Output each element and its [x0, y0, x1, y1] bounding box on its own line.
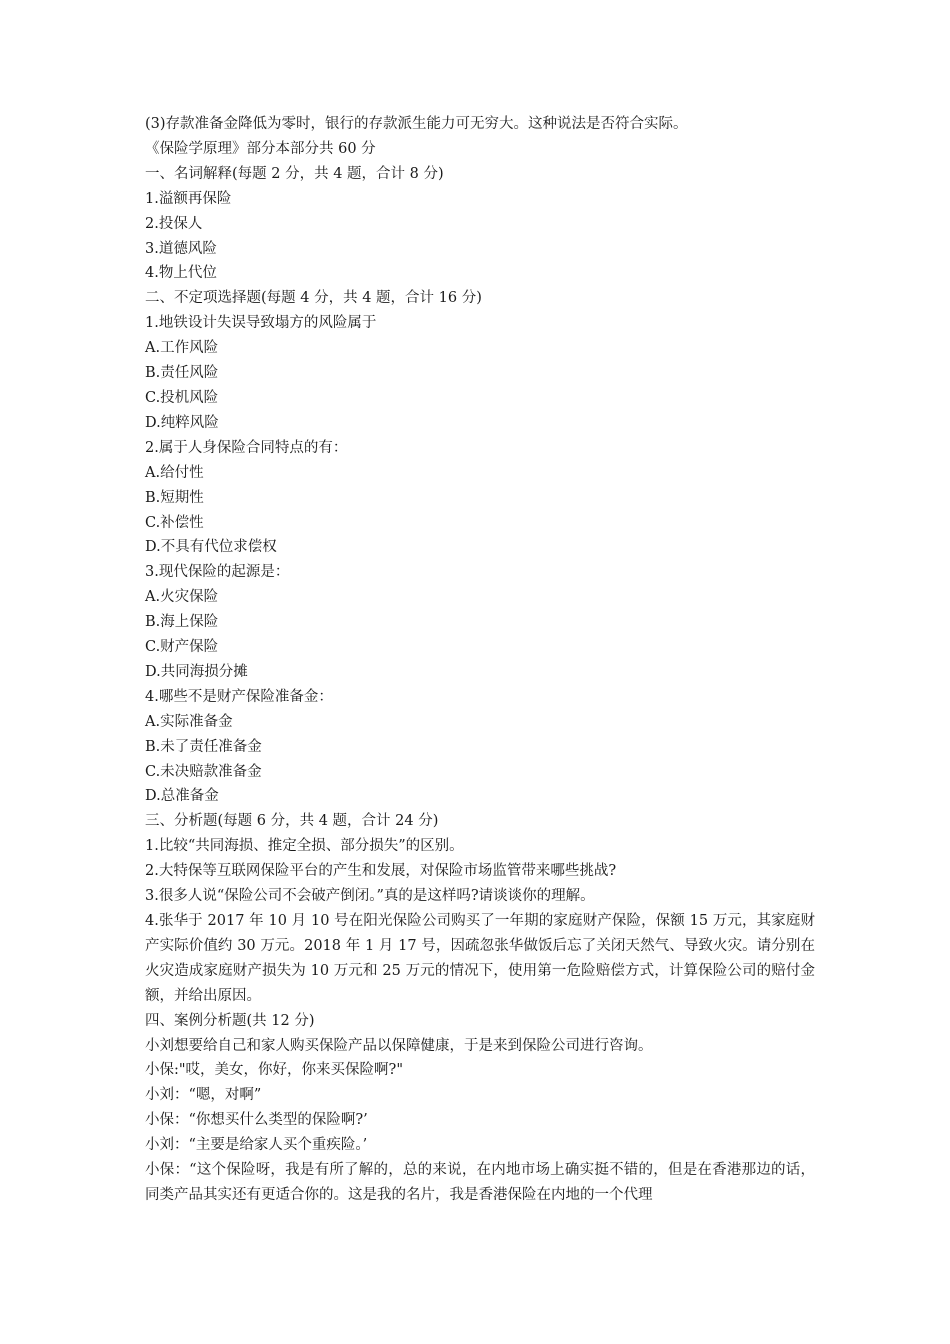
question-line: 2.属于人身保险合同特点的有： — [145, 439, 348, 456]
option-item: C.未决赔款准备金 — [145, 763, 262, 780]
section-heading: 三、分析题(每题 6 分，共 4 题，合计 24 分) — [145, 813, 439, 830]
question-line: 1.地铁设计失误导致塌方的风险属于 — [145, 315, 377, 332]
section-heading: 一、名词解释(每题 2 分，共 4 题，合计 8 分) — [145, 165, 444, 182]
option-item: D.纯粹风险 — [145, 414, 219, 431]
question-line: (3)存款准备金降低为零时，银行的存款派生能力可无穷大。这种说法是否符合实际。 — [145, 116, 688, 132]
document-page — [145, 112, 815, 1208]
option-item: D.共同海损分摊 — [145, 663, 248, 680]
option-item: D.总准备金 — [145, 788, 219, 805]
question-line: 2.大特保等互联网保险平台的产生和发展，对保险市场监管带来哪些挑战? — [145, 863, 617, 880]
case-intro: 小刘想要给自己和家人购买保险产品以保障健康，于是来到保险公司进行咨询。 — [145, 1037, 653, 1054]
option-item: C.补偿性 — [145, 514, 204, 531]
part-title: 《保险学原理》部分本部分共 60 分 — [145, 140, 376, 157]
option-item: C.财产保险 — [145, 639, 219, 656]
question-line: 3.现代保险的起源是： — [145, 564, 290, 581]
list-item: 4.物上代位 — [145, 265, 217, 282]
dialogue-paragraph: 小保：“这个保险呀，我是有所了解的，总的来说，在内地市场上确实挺不错的，但是在香港那边的话，同类产品其实还有更适合你的。这是我的名片，我是香港保险在内地的一个代理 — [145, 1162, 815, 1203]
option-item: B.未了责任准备金 — [145, 738, 262, 755]
question-line: 4.哪些不是财产保险准备金： — [145, 688, 333, 705]
option-item: B.责任风险 — [145, 365, 219, 382]
list-item: 1.溢额再保险 — [145, 190, 232, 207]
list-item: 2.投保人 — [145, 215, 203, 232]
option-item: A.火灾保险 — [145, 589, 219, 606]
question-line: 3.很多人说“保险公司不会破产倒闭。”真的是这样吗?请谈谈你的理解。 — [145, 888, 595, 905]
option-item: B.短期性 — [145, 489, 204, 506]
section-heading: 二、不定项选择题(每题 4 分，共 4 题，合计 16 分) — [145, 290, 482, 307]
option-item: A.给付性 — [145, 464, 204, 481]
option-item: B.海上保险 — [145, 614, 219, 631]
dialogue-line: 小保:"哎，美女，你好，你来买保险啊?" — [145, 1062, 403, 1079]
option-item: A.工作风险 — [145, 340, 219, 357]
option-item: D.不具有代位求偿权 — [145, 539, 277, 556]
list-item: 3.道德风险 — [145, 240, 217, 257]
dialogue-line: 小刘：“主要是给家人买个重疾险。’ — [145, 1137, 368, 1154]
dialogue-line: 小保：“你想买什么类型的保险啊?’ — [145, 1112, 368, 1129]
question-line: 1.比较“共同海损、推定全损、部分损失”的区别。 — [145, 838, 464, 855]
section-heading: 四、案例分析题(共 12 分) — [145, 1012, 315, 1029]
dialogue-line: 小刘：“嗯，对啊” — [145, 1087, 262, 1104]
question-paragraph: 4.张华于 2017 年 10 月 10 号在阳光保险公司购买了一年期的家庭财产保险，保额 15 万元，其家庭财产实际价值约 30 万元。2018 年 1 月 17 号，因疏忽张华做饭后忘了关闭天然气、导致火灾。请分别在火灾造成家庭财产损失为 10 万元和 25 万元的情况下，使用第一危险赔偿方式，计算保险公司的赔付金额，并给出原因。 — [145, 913, 815, 1004]
option-item: A.实际准备金 — [145, 713, 233, 730]
option-item: C.投机风险 — [145, 389, 219, 406]
